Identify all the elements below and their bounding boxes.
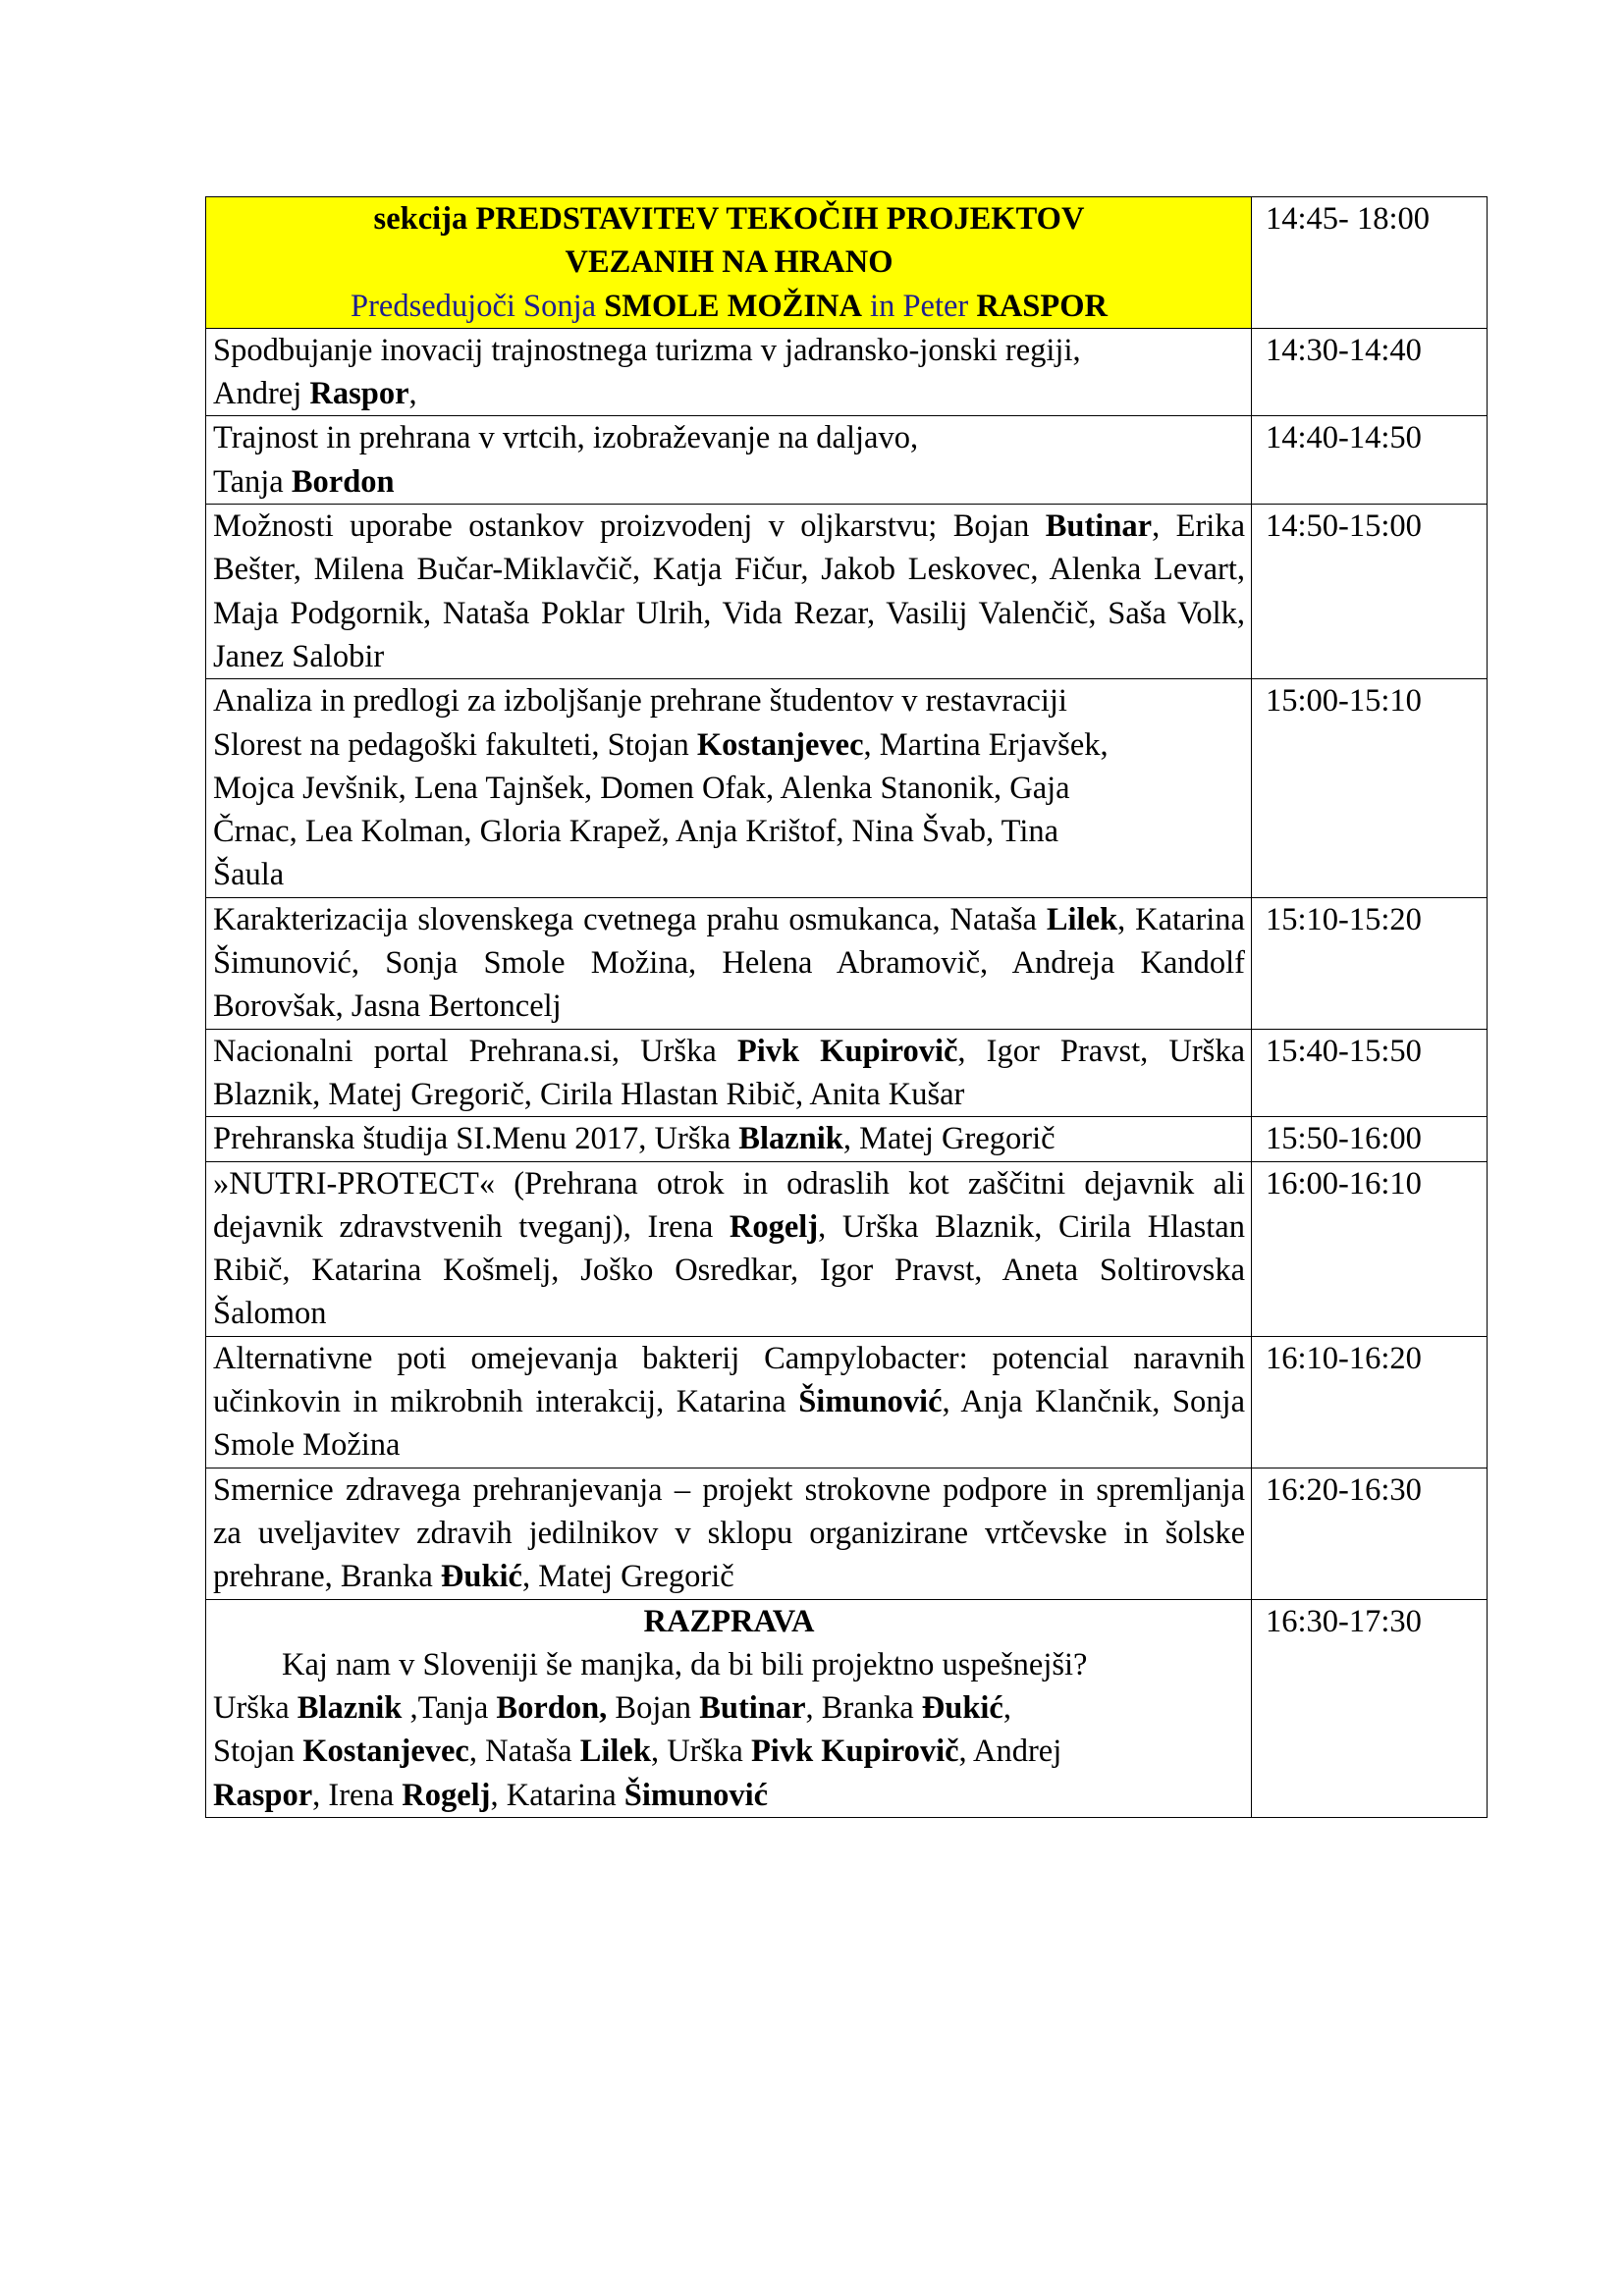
text-fragment: Mojca Jevšnik, Lena Tajnšek, Domen Ofak, Alenka Stanonik, Gaja bbox=[213, 770, 1070, 806]
talk-description bbox=[206, 679, 1252, 897]
text-fragment: Analiza in predlogi za izboljšanje prehrane študentov v restavraciji bbox=[213, 683, 1067, 720]
talk-line bbox=[213, 767, 1245, 810]
author-presenter: Butinar bbox=[699, 1690, 806, 1727]
talk-description bbox=[206, 1161, 1252, 1336]
text-fragment: , Andrej bbox=[958, 1734, 1062, 1770]
author-presenter: Pivk Kupirovič bbox=[736, 1033, 958, 1069]
talk-row bbox=[206, 505, 1488, 679]
talk-line bbox=[213, 723, 1245, 767]
text-fragment: Urška bbox=[213, 1690, 298, 1727]
author-presenter: Kostanjevec bbox=[696, 726, 864, 763]
discussion-time: 16:30-17:30 bbox=[1252, 1599, 1488, 1817]
text-fragment: , Nataša bbox=[468, 1734, 580, 1770]
chairs-mid: in Peter bbox=[870, 288, 969, 324]
text-fragment: Smernice zdravega prehranjevanja – projekt strokovne podpore in spremljanja za uveljavitev zdravih jedilnikov v sklopu organizirane vrtčevske in šolske prehrane, Branka bbox=[213, 1471, 1245, 1595]
section-time: 14:45- 18:00 bbox=[1252, 197, 1488, 329]
talk-time: 16:20-16:30 bbox=[1252, 1468, 1488, 1599]
discussion-participants-line bbox=[213, 1774, 1245, 1817]
talk-description bbox=[206, 897, 1252, 1029]
talk-line bbox=[213, 329, 1245, 372]
text-fragment: Slorest na pedagoški fakulteti, Stojan bbox=[213, 726, 697, 763]
text-fragment: »NUTRI-PROTECT« (Prehrana otrok in odraslih kot zaščitni dejavnik ali dejavnik zdravstvenih tveganj), Irena bbox=[213, 1165, 1245, 1245]
author-presenter: Đukić bbox=[921, 1690, 1003, 1727]
text-fragment: Nacionalni portal Prehrana.si, Urška bbox=[213, 1033, 737, 1069]
text-fragment: Črnac, Lea Kolman, Gloria Krapež, Anja Krištof, Nina Švab, Tina bbox=[213, 814, 1059, 850]
text-fragment: , Anja Klančnik, Sonja Smole Možina bbox=[213, 1384, 1245, 1464]
section-header-row bbox=[206, 197, 1488, 329]
talk-row bbox=[206, 328, 1488, 416]
talk-time: 14:40-14:50 bbox=[1252, 416, 1488, 505]
discussion-row bbox=[206, 1599, 1488, 1817]
text-fragment: Andrej bbox=[213, 376, 310, 412]
text-fragment: , Katarina bbox=[490, 1777, 624, 1813]
talk-line bbox=[213, 679, 1245, 722]
text-fragment: , Matej Gregorič bbox=[842, 1121, 1056, 1157]
talk-row bbox=[206, 1117, 1488, 1161]
author-presenter: Lilek bbox=[1046, 901, 1118, 937]
talk-description bbox=[206, 1029, 1252, 1117]
section-title-line2: VEZANIH NA HRANO bbox=[565, 244, 893, 281]
author-presenter: Raspor bbox=[309, 376, 409, 412]
author-presenter: Lilek bbox=[579, 1734, 651, 1770]
section-prefix: sekcija bbox=[373, 201, 468, 237]
chair-2: RASPOR bbox=[976, 288, 1108, 324]
author-presenter: Rogelj bbox=[402, 1777, 491, 1813]
section-title-bold: PREDSTAVITEV TEKOČIH PROJEKTOV bbox=[475, 201, 1085, 237]
talk-time: 15:40-15:50 bbox=[1252, 1029, 1488, 1117]
text-fragment: , Branka bbox=[805, 1690, 922, 1727]
chairs-prefix: Predsedujoči Sonja bbox=[351, 288, 597, 324]
author-presenter: Kostanjevec bbox=[302, 1734, 469, 1770]
talk-row bbox=[206, 416, 1488, 505]
text-fragment: Tanja bbox=[213, 463, 292, 500]
text-fragment: , Matej Gregorič bbox=[521, 1559, 734, 1595]
section-chairs bbox=[213, 285, 1245, 328]
text-fragment: Spodbujanje inovacij trajnostnega turizma v jadransko-jonski regiji, bbox=[213, 332, 1081, 368]
author-presenter: Bordon bbox=[291, 463, 395, 500]
author-presenter: Pivk Kupirovič bbox=[750, 1734, 959, 1770]
text-fragment: Bojan bbox=[607, 1690, 700, 1727]
text-fragment: , Katarina Šimunović, Sonja Smole Možina, Helena Abramovič, Andreja Kandolf Borovšak, Jasna Bertoncelj bbox=[213, 901, 1245, 1025]
author-presenter: Đukić bbox=[440, 1559, 522, 1595]
text-fragment: , Urška Blaznik, Cirila Hlastan Ribič, Katarina Košmelj, Joško Osredkar, Igor Pravst, Aneta Soltirovska Šalomon bbox=[213, 1208, 1245, 1332]
text-fragment: Alternativne poti omejevanja bakterij Campylobacter: potencial naravnih učinkovin in mikrobnih interakcij, Katarina bbox=[213, 1340, 1245, 1420]
text-fragment: , bbox=[408, 376, 417, 412]
author-presenter: Rogelj bbox=[729, 1208, 819, 1245]
discussion-participants-line bbox=[213, 1686, 1245, 1730]
schedule-table bbox=[205, 196, 1488, 1818]
talk-time: 14:50-15:00 bbox=[1252, 505, 1488, 679]
author-presenter: Šimunović bbox=[798, 1384, 943, 1420]
chair-1: SMOLE MOŽINA bbox=[604, 288, 862, 324]
talk-line bbox=[213, 416, 1245, 459]
talk-description bbox=[206, 328, 1252, 416]
section-title bbox=[213, 197, 1245, 240]
talk-description bbox=[206, 416, 1252, 505]
talk-row bbox=[206, 1468, 1488, 1599]
talk-description bbox=[206, 1117, 1252, 1161]
author-presenter: Raspor bbox=[213, 1777, 313, 1813]
discussion-question: Kaj nam v Sloveniji še manjka, da bi bili projektno uspešnejši? bbox=[282, 1646, 1088, 1682]
talk-line bbox=[213, 810, 1245, 853]
text-fragment: , bbox=[1002, 1690, 1011, 1727]
talk-line bbox=[213, 460, 1245, 504]
author-presenter: Bordon, bbox=[496, 1690, 608, 1727]
section-header-cell bbox=[206, 197, 1252, 329]
discussion-cell bbox=[206, 1599, 1252, 1817]
text-fragment: Trajnost in prehrana v vrtcih, izobraževanje na daljavo, bbox=[213, 420, 919, 456]
talk-description bbox=[206, 505, 1252, 679]
text-fragment: , Irena bbox=[312, 1777, 403, 1813]
discussion-participants-line bbox=[213, 1730, 1245, 1773]
text-fragment: Šaula bbox=[213, 857, 285, 893]
text-fragment: , Martina Erjavšek, bbox=[863, 726, 1109, 763]
talk-time: 14:30-14:40 bbox=[1252, 328, 1488, 416]
text-fragment: , Urška bbox=[650, 1734, 751, 1770]
text-fragment: , Igor Pravst, Urška Blaznik, Matej Gregorič, Cirila Hlastan Ribič, Anita Kušar bbox=[213, 1033, 1245, 1112]
talk-time: 15:00-15:10 bbox=[1252, 679, 1488, 897]
talk-line bbox=[213, 853, 1245, 896]
text-fragment: Karakterizacija slovenskega cvetnega prahu osmukanca, Nataša bbox=[213, 901, 1047, 937]
schedule-body bbox=[206, 197, 1488, 1818]
text-fragment: ,Tanja bbox=[402, 1690, 497, 1727]
talk-time: 15:50-16:00 bbox=[1252, 1117, 1488, 1161]
talk-row bbox=[206, 1336, 1488, 1468]
talk-row bbox=[206, 1161, 1488, 1336]
talk-line bbox=[213, 1117, 1245, 1160]
text-fragment: , Erika Bešter, Milena Bučar-Miklavčič, Katja Fičur, Jakob Leskovec, Alenka Levart, Maja Podgornik, Nataša Poklar Ulrih, Vida Rezar, Vasilij Valenčič, Saša Volk, Janez Salobir bbox=[213, 508, 1245, 674]
talk-time: 15:10-15:20 bbox=[1252, 897, 1488, 1029]
talk-row bbox=[206, 897, 1488, 1029]
text-fragment: Možnosti uporabe ostankov proizvodenj v oljkarstvu; Bojan bbox=[213, 508, 1046, 545]
discussion-title: RAZPRAVA bbox=[643, 1603, 815, 1639]
author-presenter: Blaznik bbox=[297, 1690, 403, 1727]
text-fragment: Prehranska študija SI.Menu 2017, Urška bbox=[213, 1121, 739, 1157]
talk-description bbox=[206, 1468, 1252, 1599]
talk-row bbox=[206, 1029, 1488, 1117]
talk-line bbox=[213, 372, 1245, 415]
text-fragment: Stojan bbox=[213, 1734, 303, 1770]
talk-time: 16:10-16:20 bbox=[1252, 1336, 1488, 1468]
author-presenter: Blaznik bbox=[738, 1121, 843, 1157]
author-presenter: Butinar bbox=[1045, 508, 1153, 545]
talk-time: 16:00-16:10 bbox=[1252, 1161, 1488, 1336]
author-presenter: Šimunović bbox=[623, 1777, 769, 1813]
talk-description bbox=[206, 1336, 1252, 1468]
talk-row bbox=[206, 679, 1488, 897]
